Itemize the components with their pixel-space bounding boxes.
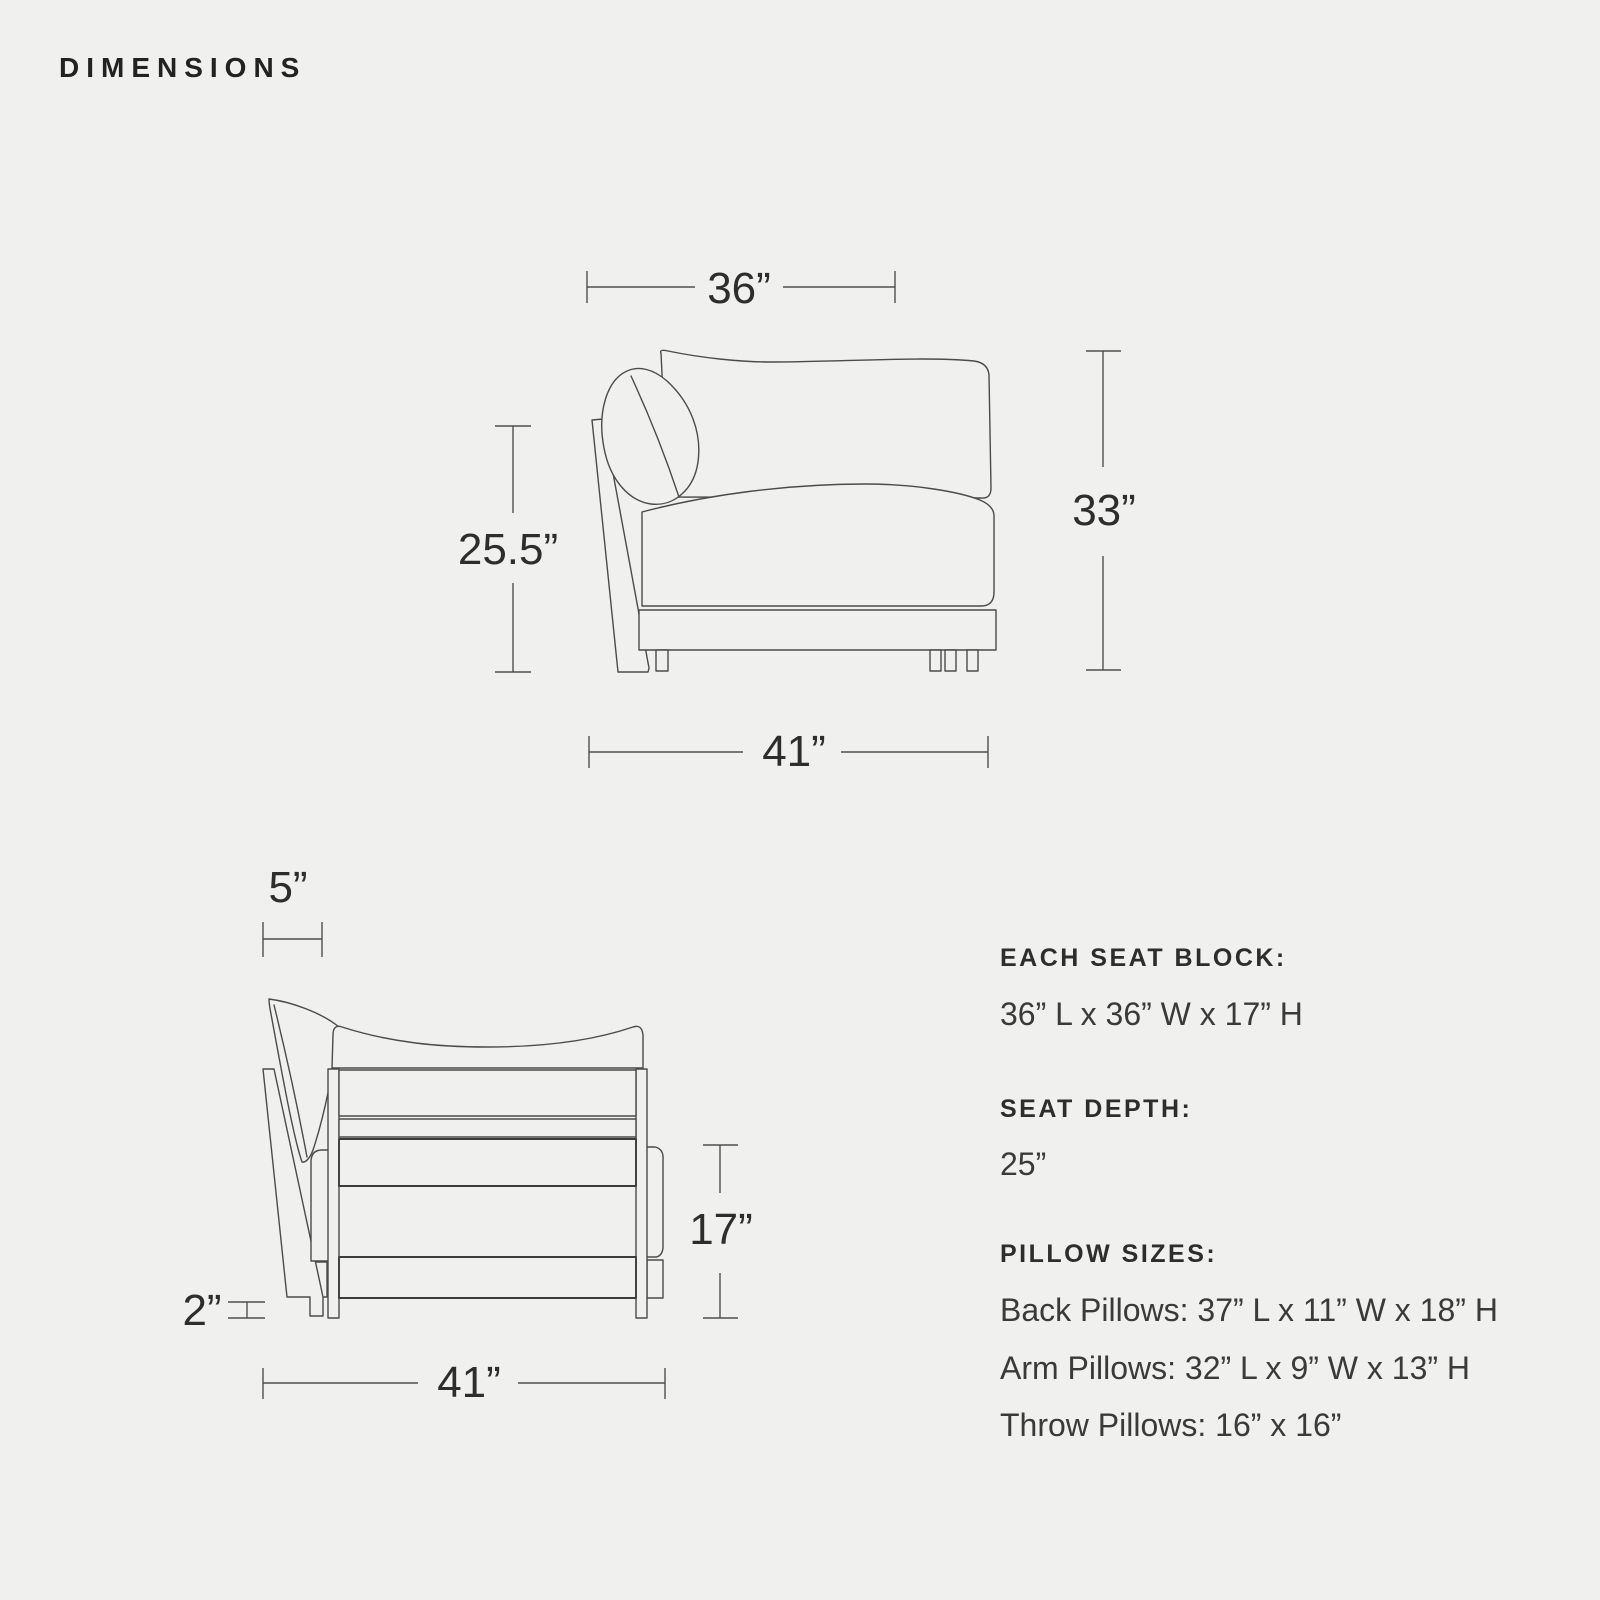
back-seat-cushion bbox=[332, 1026, 643, 1068]
back-right-pad bbox=[645, 1147, 663, 1257]
dim-back-height-label: 25.5” bbox=[457, 525, 559, 574]
dim-overall-height bbox=[1072, 351, 1136, 670]
back-view-drawing bbox=[263, 999, 663, 1318]
dim-overall-width bbox=[263, 1358, 665, 1407]
back-right-base-strip bbox=[647, 1260, 663, 1298]
dim-overall-height-label: 33” bbox=[1072, 486, 1136, 535]
dim-seat-width bbox=[587, 264, 895, 313]
spec-heading-seat-block: EACH SEAT BLOCK: bbox=[1000, 944, 1287, 972]
back-rail bbox=[339, 1139, 636, 1186]
dim-overall-depth bbox=[589, 727, 988, 776]
spec-value-arm-pillows: Arm Pillows: 32” L x 9” W x 13” H bbox=[1000, 1350, 1471, 1386]
back-rail bbox=[339, 1119, 636, 1137]
spec-value-seat-depth: 25” bbox=[1000, 1146, 1047, 1182]
dim-overall-depth-label: 41” bbox=[762, 727, 826, 776]
dim-foot-height-label: 2” bbox=[182, 1286, 222, 1335]
spec-heading-pillow-sizes: PILLOW SIZES: bbox=[1000, 1240, 1218, 1268]
side-seat-cushion bbox=[642, 484, 994, 606]
side-leg bbox=[967, 650, 978, 671]
spec-value-throw-pillows: Throw Pillows: 16” x 16” bbox=[1000, 1407, 1342, 1443]
back-rail bbox=[339, 1257, 636, 1298]
spec-value-seat-block: 36” L x 36” W x 17” H bbox=[1000, 996, 1303, 1032]
back-right-post bbox=[636, 1069, 647, 1318]
page-title: DIMENSIONS bbox=[59, 52, 307, 83]
dim-seat-height bbox=[689, 1145, 753, 1318]
spec-heading-seat-depth: SEAT DEPTH: bbox=[1000, 1095, 1193, 1123]
dim-overall-width-label: 41” bbox=[437, 1358, 501, 1407]
back-left-post bbox=[328, 1069, 339, 1318]
dim-seat-width-label: 36” bbox=[707, 264, 771, 313]
dim-post-depth-label: 5” bbox=[268, 863, 308, 912]
spec-value-back-pillows: Back Pillows: 37” L x 11” W x 18” H bbox=[1000, 1292, 1498, 1328]
side-base bbox=[639, 610, 996, 650]
dim-foot-height bbox=[182, 1286, 265, 1335]
dim-seat-height-label: 17” bbox=[689, 1205, 753, 1254]
side-view-drawing bbox=[592, 350, 996, 672]
side-leg bbox=[930, 650, 941, 671]
dim-back-height bbox=[458, 426, 558, 672]
side-back-pillow bbox=[661, 350, 991, 498]
side-leg bbox=[945, 650, 956, 671]
back-rail bbox=[339, 1070, 636, 1116]
side-leg bbox=[656, 650, 668, 671]
dim-post-depth bbox=[263, 863, 322, 957]
